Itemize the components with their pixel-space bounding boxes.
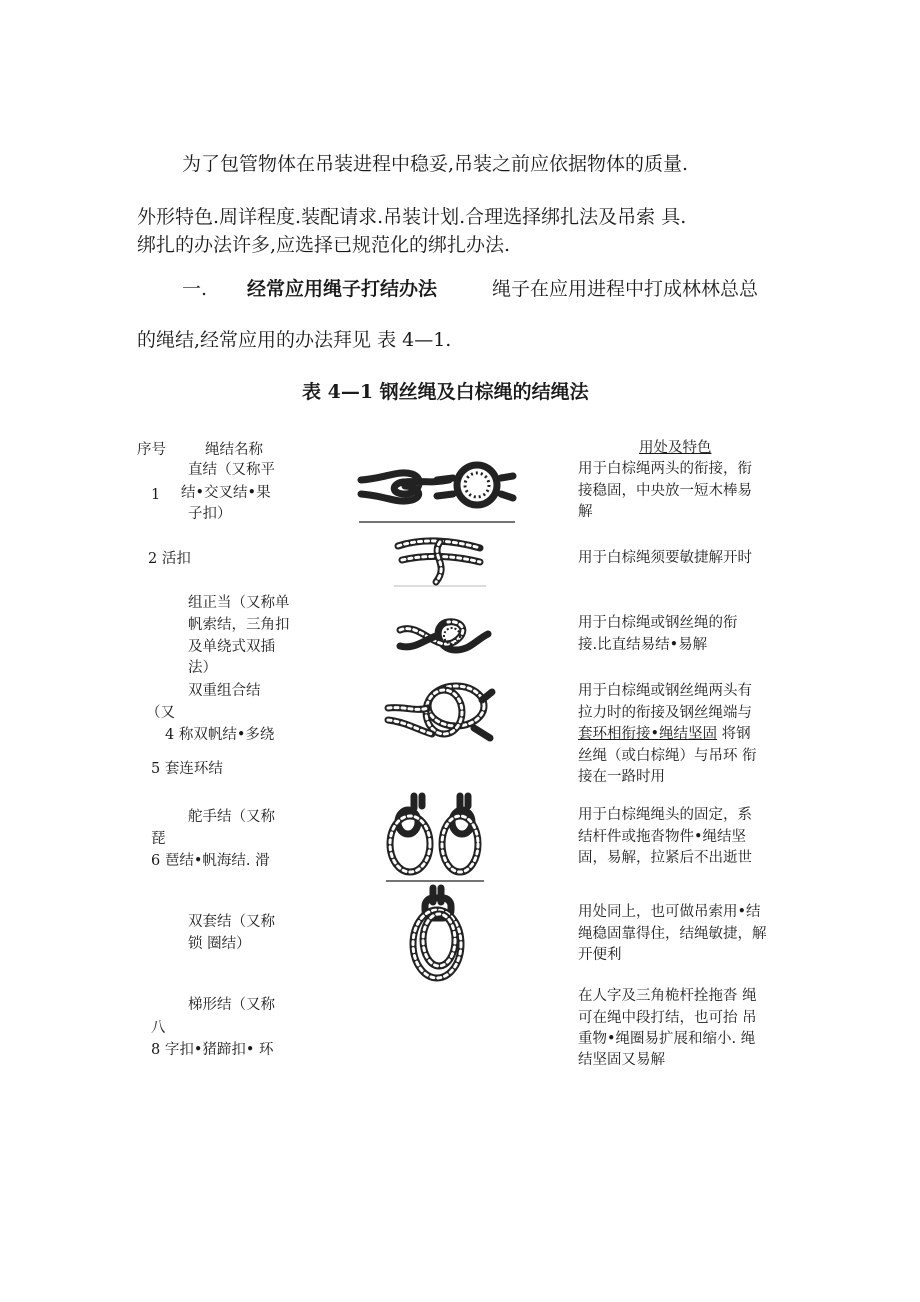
row-use: 结杆件或拖沓物件•绳结坚 <box>578 829 747 845</box>
row-use: 接在一路时用 <box>578 769 665 785</box>
row-seq: 5 套连环结 <box>151 761 223 777</box>
row-use-tail: 将钢 <box>717 726 751 742</box>
row-name: 双重组合结 <box>188 683 261 699</box>
intro-line-3: 绑扎的办法许多,应选择已规范化的绑扎办法. <box>137 234 511 256</box>
row-use: 用于白棕绳或钢丝绳的衔 <box>578 615 738 631</box>
row-name: 结•交叉结•果 <box>181 485 271 501</box>
table-caption: 表 4—1 钢丝绳及白棕绳的结绳法 <box>302 381 589 403</box>
square-knot-icon <box>357 460 517 526</box>
row-use: 绳稳固靠得住，结绳敏捷，解 <box>578 926 767 942</box>
row-seq: 8 字扣•猪蹄扣• 环 <box>151 1042 274 1058</box>
intro-line-1: 为了包管物体在吊装进程中稳妥,吊装之前应依据物体的质量. <box>182 153 689 175</box>
row-use: 用于白棕绳绳头的固定，系 <box>578 807 752 823</box>
intro-line-2: 外形特色.周详程度.装配请求.吊装计划.合理选择绑扎法及吊索 具. <box>137 206 687 228</box>
section-text-1: 绳子在应用进程中打成林林总总 <box>492 278 759 300</box>
double-bowline-icon <box>405 884 467 984</box>
slip-knot-icon <box>392 530 488 588</box>
row-use: 丝绳（或白棕绳）与吊环 衔 <box>578 748 757 764</box>
row-use: 用于白棕绳两头的衔接，衔 <box>578 461 752 477</box>
row-seq: 琵 <box>151 831 166 847</box>
row-seq: 八 <box>151 1020 166 1036</box>
row-name: 直结（又称平 <box>188 462 275 478</box>
row-use: 接稳固，中央放一短木棒易 <box>578 483 752 499</box>
row-use: 开便利 <box>578 947 622 963</box>
row-use: 重物•绳圈易扩展和缩小. 绳 <box>578 1031 756 1047</box>
row-seq: 6 琶结•帆海结. 滑 <box>151 853 270 869</box>
row-use: 固，易解，拉紧后不出逝世 <box>578 850 752 866</box>
row-name: 法） <box>188 660 217 676</box>
section-text-2: 的绳结,经常应用的办法拜见 表 4—1. <box>137 329 452 351</box>
header-name: 绳结名称 <box>205 442 263 458</box>
row-use-line-3 <box>578 724 751 746</box>
row-use: 在人字及三角桅杆拴拖沓 绳 <box>578 988 757 1004</box>
row-use: 用于白棕绳须要敏捷解开时 <box>578 550 752 566</box>
row-name: 双套结（又称 <box>188 914 275 930</box>
header-seq: 序号 <box>137 442 166 458</box>
row-use: 解 <box>578 504 593 520</box>
row-seq: 2 活扣 <box>148 551 191 567</box>
row-use: 拉力时的衔接及钢丝绳端与 <box>578 705 752 721</box>
underlined-text: 套环相衔接•绳结坚固 <box>578 726 718 742</box>
row-seq: 4 称双帆结•多绕 <box>165 727 275 743</box>
row-use: 结坚固又易解 <box>578 1052 665 1068</box>
header-use: 用处及特色 <box>639 440 712 456</box>
bowline-icon <box>384 792 486 884</box>
row-seq: （又 <box>146 705 175 721</box>
section-number: 一. <box>182 278 208 300</box>
section-title: 经常应用绳子打结办法 <box>247 278 438 300</box>
row-name: 舵手结（又称 <box>188 809 275 825</box>
double-sheet-bend-icon <box>384 678 496 744</box>
row-use: 用于白棕绳或钢丝绳两头有 <box>578 683 752 699</box>
row-use: 可在绳中段打结，也可抬 吊 <box>578 1010 757 1026</box>
row-name: 组正当（又称单 <box>188 595 290 611</box>
row-seq: 1 <box>151 487 161 503</box>
row-use: 接.比直结易结•易解 <box>578 637 708 653</box>
row-name: 及单绕式双插 <box>188 639 275 655</box>
row-use: 用处同上，也可做吊索用•结 <box>578 904 761 920</box>
row-name: 帆索结，三角扣 <box>188 617 290 633</box>
row-name: 锁 圈结） <box>188 936 251 952</box>
row-name: 子扣） <box>188 506 232 522</box>
sheet-bend-icon <box>396 612 492 662</box>
row-name: 梯形结（又称 <box>188 997 275 1013</box>
